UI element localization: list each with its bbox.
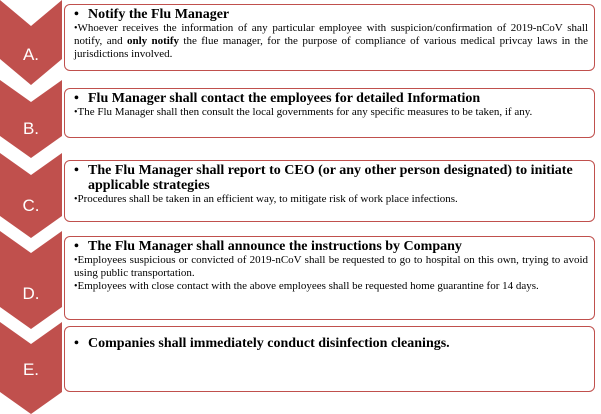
chevron-a-shape [0, 0, 62, 85]
bullet-icon: • [74, 23, 78, 34]
bullet-icon: • [74, 163, 79, 178]
bullet-icon: • [74, 336, 79, 351]
chevron-d-shape [0, 231, 62, 329]
step-heading-a: Notify the Flu Manager [88, 7, 230, 22]
bullet-icon: • [74, 7, 79, 22]
step-letter-e: E. [22, 360, 40, 379]
step-box-a [64, 4, 595, 71]
step-letter-d: D. [22, 284, 40, 303]
step-letter-b: B. [22, 119, 40, 138]
step-body-d-2: Employees with close contact with the above employees shall be requested home guarantine for 14 days. [77, 280, 539, 292]
step-letter-a: A. [22, 45, 40, 64]
step-box-b [64, 88, 595, 138]
step-heading-d: The Flu Manager shall announce the instructions by Company [88, 239, 462, 254]
bullet-icon: • [74, 239, 79, 254]
chevron-a [0, 0, 62, 85]
step-body-d-1: Employees suspicious or convicted of 2019-nCoV shall be requested to go to hospital on this own, trying to avoid using public transportation. [74, 254, 588, 279]
step-body-a-emphasis: only notify [126, 35, 180, 47]
step-box-c [64, 160, 595, 222]
step-box-d [64, 236, 595, 320]
step-heading-b: Flu Manager shall contact the employees for detailed Information [88, 91, 481, 106]
bullet-icon: • [74, 91, 79, 106]
step-body-b: The Flu Manager shall then consult the local governments for any specific measures to be taken, if any. [77, 106, 533, 118]
step-heading-c: The Flu Manager shall report to CEO (or any other person designated) to initiate applicable strategies [88, 163, 573, 193]
step-box-e [64, 326, 595, 392]
step-letter-c: C. [22, 196, 40, 215]
step-heading-e: Companies shall immediately conduct disinfection cleanings. [88, 336, 450, 351]
step-body-c: Procedures shall be taken in an efficient way, to mitigate risk of work place infections. [77, 193, 458, 205]
step-body-a-rest: the flue manager, for the purpose of compliance of various medical privcay laws in the jurisdictions involved. [74, 35, 588, 60]
bullet-icon: • [74, 255, 78, 266]
step-body-a: Whoever receives the information of any particular employee with suspicion/confirmation of 2019-nCoV shall notify, and [74, 22, 588, 47]
bullet-icon: • [74, 194, 78, 205]
chevron-d [0, 231, 62, 329]
bullet-icon: • [74, 107, 78, 118]
bullet-icon: • [74, 281, 78, 292]
